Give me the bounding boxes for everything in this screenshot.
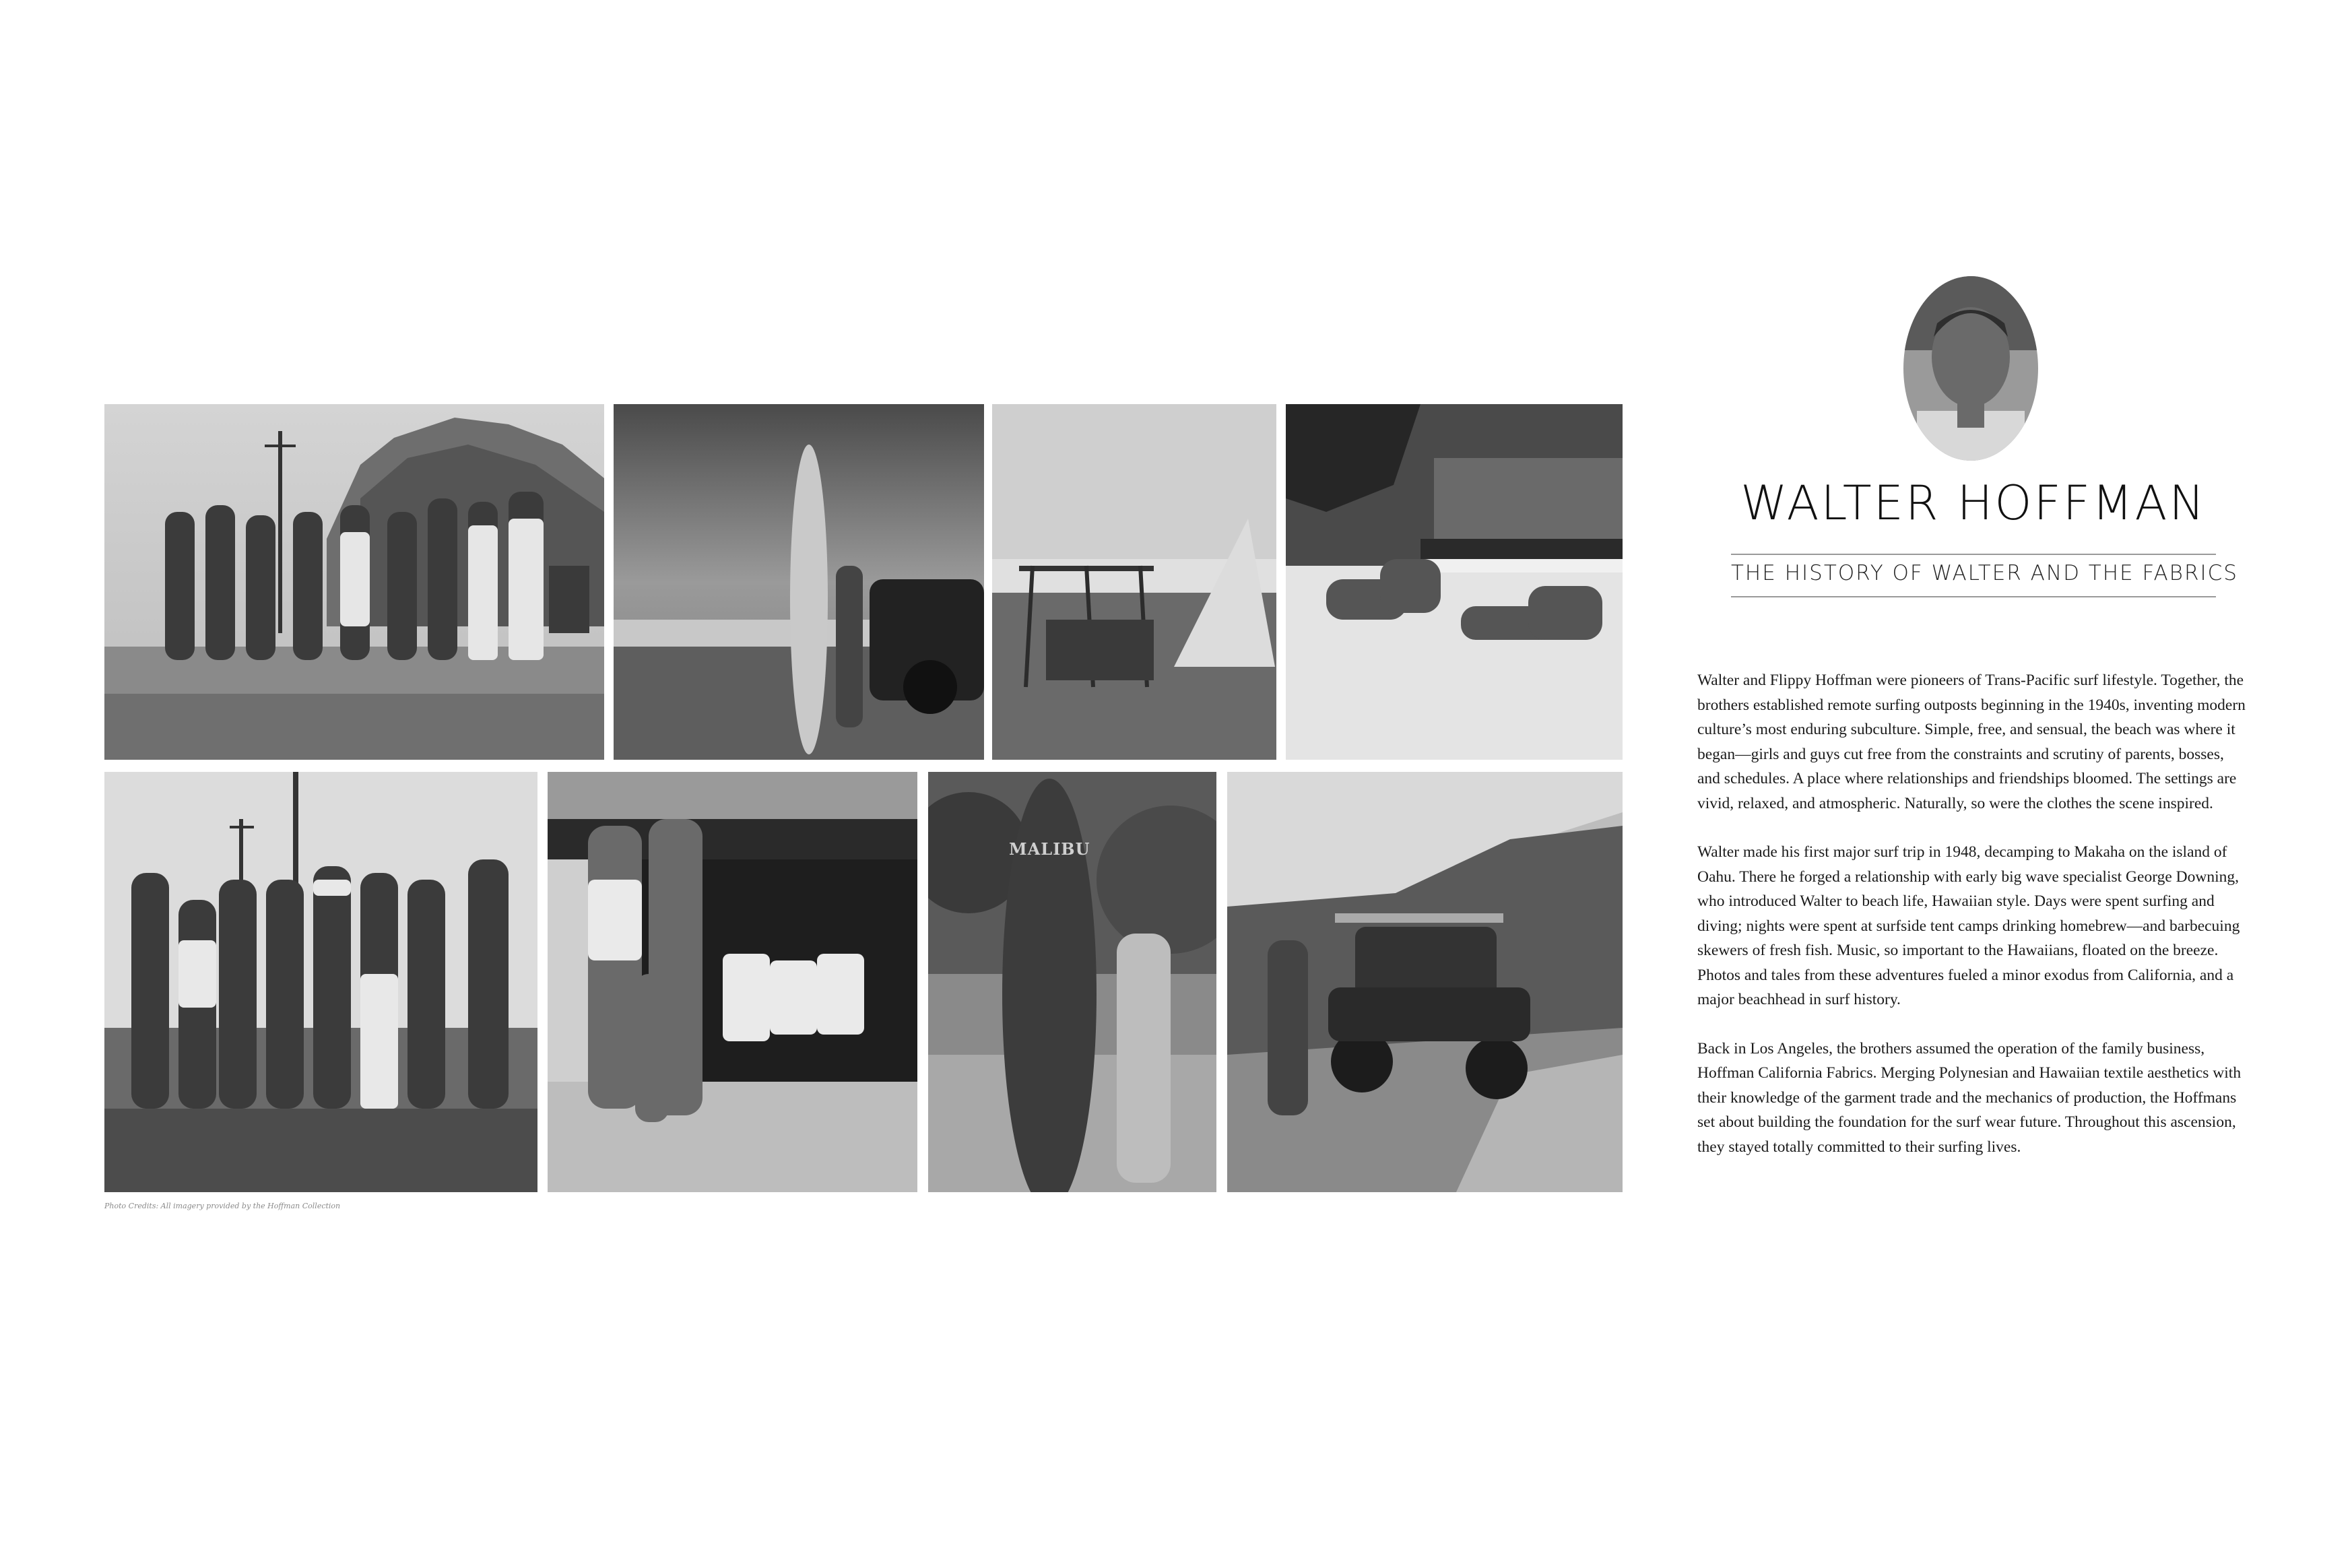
surfboard-logo: MALIBU bbox=[1009, 839, 1090, 859]
photo-malibu-surfboard bbox=[928, 772, 1216, 1192]
photo-group-with-woman bbox=[104, 772, 537, 1192]
body-text bbox=[1697, 668, 2250, 1183]
paragraph-2: Walter made his first major surf trip in 1948, decamping to Makaha on the island of Oahu. There he forged a relationship with early big wave specialist George Downing, who introduced Walter to beach life, Hawaiian style. Days were spent surfing and diving; nights were spent at surfside tent camps drinking homebrew—and barbecuing skewers of fresh fish. Music, so important to the Hawaiians, floated on the breeze. Photos and tales from these adventures fueled a minor exodus from California, and a major beachhead in surf history. bbox=[1697, 843, 2240, 1008]
photo-group-of-surfers-mountain bbox=[104, 404, 604, 760]
photo-credit: Photo Credits: All imagery provided by the Hoffman Collection bbox=[104, 1202, 341, 1210]
photo-surfboard-and-car bbox=[614, 404, 984, 760]
page-subtitle: THE HISTORY OF WALTER AND THE FABRICS bbox=[1731, 561, 2238, 585]
photo-man-by-vintage-car bbox=[1227, 772, 1623, 1192]
photo-group-at-car bbox=[548, 772, 917, 1192]
page-title: WALTER HOFFMAN bbox=[1740, 476, 2207, 531]
photo-friends-on-sand bbox=[1286, 404, 1623, 760]
title-divider-bottom bbox=[1731, 596, 2216, 597]
title-divider-top bbox=[1731, 554, 2216, 555]
paragraph-3: Back in Los Angeles, the brothers assumed the operation of the family business, Hoffman California Fabrics. Merging Polynesian and Hawaiian textile aesthetics with their knowledge of the garment trade and the mechanics of production, the Hoffmans set about building the foundation for the surf wear future. Throughout this ascension, they stayed totally committed to their surfing lives. bbox=[1697, 1039, 2242, 1156]
photo-tent-camp-beach bbox=[992, 404, 1276, 760]
paragraph-1: Walter and Flippy Hoffman were pioneers of Trans-Pacific surf lifestyle. Together, the brothers established remote surfing outposts beginning in the 1940s, inventing modern culture’s most enduring subculture. Simple, free, and sensual, the beach was where it began—girls and guys cut free from the constraints and scrutiny of parents, bosses, and schedules. A place where relationships and friendships bloomed. The settings are vivid, relaxed, and atmospheric. Naturally, so were the clothes the scene inspired. bbox=[1697, 672, 2246, 812]
portrait-oval bbox=[1903, 276, 2038, 461]
